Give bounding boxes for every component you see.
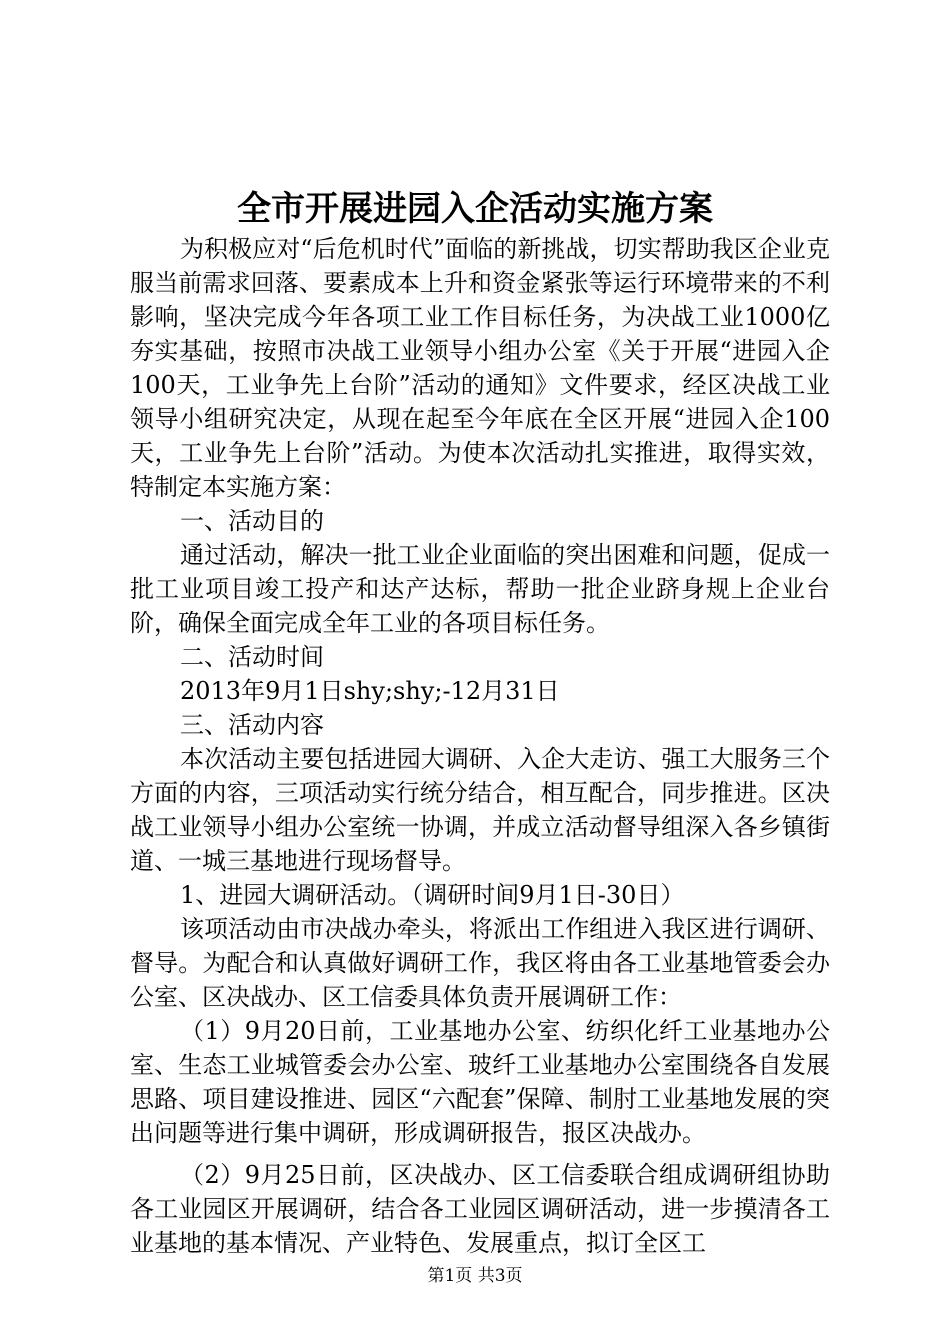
research-paragraph: 该项活动由市决战办牵头，将派出工作组进入我区进行调研、督导。为配合和认真做好调研工作，我区将由各工业基地管委会办公室、区决战办、区工信委具体负责开展调研工作：: [130, 915, 830, 1011]
subsection-heading-research: 1、进园大调研活动。（调研时间9月1日-30日）: [180, 881, 685, 909]
section-heading-time: 二、活动时间: [180, 643, 324, 671]
section-heading-purpose: 一、活动目的: [180, 507, 324, 535]
document-body: [130, 232, 830, 1260]
content-paragraph: 本次活动主要包括进园大调研、入企大走访、强工大服务三个方面的内容，三项活动实行统分结合，相互配合，同步推进。区决战工业领导小组办公室统一协调，并成立活动督导组深入各乡镇街道、一城三基地进行现场督导。: [130, 745, 830, 875]
purpose-paragraph: 通过活动，解决一批工业企业面临的突出困难和问题，促成一批工业项目竣工投产和达产达标，帮助一批企业跻身规上企业台阶，确保全面完成全年工业的各项目标任务。: [130, 541, 830, 637]
research-item-1: （1）9月20日前，工业基地办公室、纺织化纤工业基地办公室、生态工业城管委会办公室、玻纤工业基地办公室围绕各自发展思路、项目建设推进、园区“六配套”保障、制肘工业基地发展的突出问题等进行集中调研，形成调研报告，报区决战办。: [130, 1017, 830, 1147]
section-heading-content: 三、活动内容: [180, 711, 324, 739]
page-footer: 第1页 共3页: [427, 1266, 523, 1286]
intro-paragraph: 为积极应对“后危机时代”面临的新挑战，切实帮助我区企业克服当前需求回落、要素成本上升和资金紧张等运行环境带来的不利影响，坚决完成今年各项工业工作目标任务，为决战工业1000亿夯实基础，按照市决战工业领导小组办公室《关于开展“进园入企100天，工业争先上台阶”活动的通知》文件要求，经区决战工业领导小组研究决定，从现在起至今年底在全区开展“进园入企100天，工业争先上台阶”活动。为使本次活动扎实推进，取得实效，特制定本实施方案：: [130, 235, 830, 501]
research-item-2: （2）9月25日前，区决战办、区工信委联合组成调研组协助各工业园区开展调研，结合各工业园区调研活动，进一步摸清各工业基地的基本情况、产业特色、发展重点，拟订全区工: [130, 1161, 830, 1257]
document-title: 全市开展进园入企活动实施方案: [237, 189, 713, 229]
time-paragraph: 2013年9月1日shy;shy;-12月31日: [180, 677, 560, 705]
